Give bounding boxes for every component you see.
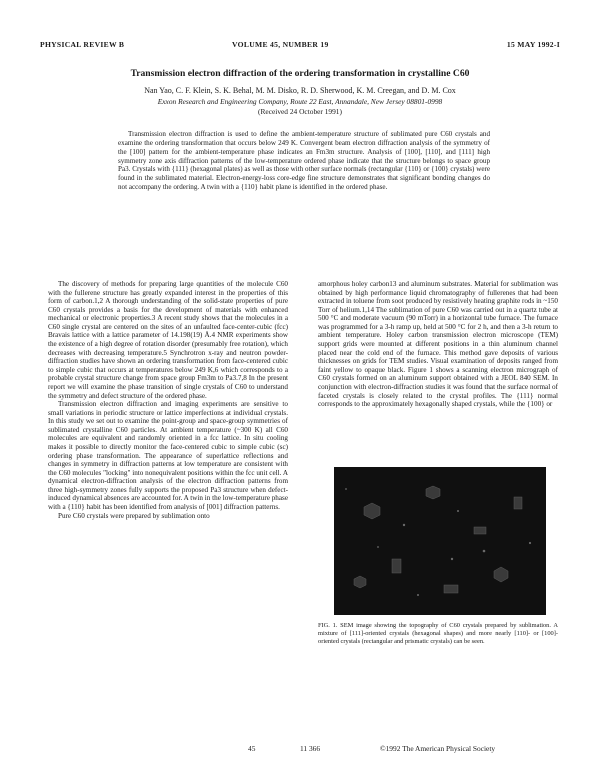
footer-page-number: 11 366 xyxy=(300,744,321,753)
sem-micrograph-figure xyxy=(334,467,546,615)
abstract: Transmission electron diffraction is used to define the ambient-temperature structure of sublimated pure C60 crystals and examine the ordering transformation that occurs below 249 K. Convergent beam electron diffraction analysis of the symmetry of the [100] pattern for the ambient-temperature phase indicates an Fm3m structure. Analysis of [100], [110], and [111] high symmetry zone axis diffraction patterns of the low-temperature ordered phase indicate that the structure belongs to space group Pa3. Crystals with {111} (hexagonal plates) as well as those with other surface normals (rectangular {110} or {100} crystals) were found in the sublimated material. Electron-energy-loss core-edge fine structure demonstrates that significant bonding changes do not accompany the ordering. A twin with a {110} habit plane is identified in the ordered phase. xyxy=(118,130,490,192)
affiliation: Exxon Research and Engineering Company, Route 22 East, Annandale, New Jersey 08801-0998 xyxy=(157,97,443,106)
footer-copyright: ©1992 The American Physical Society xyxy=(380,744,496,753)
body-paragraph: The discovery of methods for preparing large quantities of the molecule C60 with the fullerene structure has greatly expanded interest in the properties of this form of carbon.1,2 A thorough understanding of the solid-state properties of pure C60 crystals provides a basis for the development of materials with enhanced mechanical or electronic properties.3 A recent study shows that the molecules in a C60 single crystal are centered on the sites of an unfaulted face-center-cubic (fcc) Bravais lattice with a lattice parameter of 14.198(19) Å.4 NMR experiments show the existence of a high degree of rotation disorder (presumably free rotation), which decreases with decreasing temperature.5 Synchrotron x-ray and neutron powder-diffraction studies have shown an ordering transformation from face-centered cubic to simple cubic that occurs at temperatures below 249 K,6 which corresponds to a probable crystal structure change from space group Fm3m to Pa3.7,8 In the present report we will examine the phase transition of single crystals of C60 to understand the symmetry and defect structure of the ordered phase. xyxy=(48,280,288,400)
body-paragraph: Pure C60 crystals were prepared by sublimation onto xyxy=(58,511,210,520)
crystal-shape xyxy=(392,559,401,573)
issue-date: 15 MAY 1992-I xyxy=(506,40,560,49)
received-date: (Received 24 October 1991) xyxy=(258,107,342,116)
sem-image xyxy=(334,467,546,615)
paper-title: Transmission electron diffraction of the ordering transformation in crystalline C60 xyxy=(130,68,470,79)
journal-name: PHYSICAL REVIEW B xyxy=(40,40,125,49)
right-column xyxy=(318,280,558,409)
figure-caption: FIG. 1. SEM image showing the topography of C60 crystals prepared by sublimation. A mixture of [111]-oriented crystals (hexagonal shapes) and more nearly [110]- or [100]-oriented crystals (rectangular and prismatic crystals) can be seen. xyxy=(318,622,558,645)
footer-page-left: 45 xyxy=(248,744,256,753)
crystal-shape xyxy=(474,527,486,534)
body-paragraph: Transmission electron diffraction and imaging experiments are sensitive to small variations in periodic structure or lattice imperfections at individual crystals. In this study we set out to examine the point-group and space-group symmetries of sublimated crystalline C60 particles. At ambient temperature (~300 K) all C60 molecules are equivalent and randomly oriented in a fcc lattice. In situ cooling makes it possible to directly monitor the face-centered cubic to simple cubic (sc) ordering phase transformation. The appearance of superlattice reflections and changes in symmetry in diffraction patterns at low temperature are consistent with the C60 molecules "locking" into nonequivalent positions within the fcc unit cell. A dynamical electron-diffraction analysis of the electron diffraction patterns from three high-symmetry zones fully supports the proposed Pa3 structure when defect-induced dynamical absences are accounted for. A twin in the low-temperature phase with a {110} habit has been identified from analysis of [001] diffraction patterns. xyxy=(48,400,288,512)
volume-number: VOLUME 45, NUMBER 19 xyxy=(232,40,329,49)
crystal-shape xyxy=(426,486,440,499)
left-column xyxy=(48,280,288,520)
body-paragraph: amorphous holey carbon13 and aluminum substrates. Material for sublimation was obtained by high performance liquid chromatography of fullerenes that had been extracted in toluene from soot produced by resistively heating graphite rods in ~150 Torr of helium.1,14 The sublimation of pure C60 was carried out in a quartz tube at 500 °C and moderate vacuum (90 mTorr) in a horizontal tube furnace. The furnace was programmed for a 3-h ramp up, held at 500 °C for 2 h, and then a 3-h return to ambient temperature. Holey carbon transmission electron microscope (TEM) support grids were mounted at different positions in a thin aluminum channel placed near the cold end of the furnace. This method gave deposits of various thicknesses on grids for TEM studies. Visual examination of deposits ranged from faint yellow to opaque black. Figure 1 shows a scanning electron micrograph of C60 crystals formed on an aluminum support obtained with a JEOL 840 SEM. In conjunction with electron-diffraction studies it was found that the surface normal of faceted crystals is closely related to the crystal profiles. The {111} normal corresponds to the approximately hexagonally shaped crystals, while the {100} or xyxy=(318,280,558,409)
crystal-shape xyxy=(514,497,522,509)
crystal-shape xyxy=(444,585,458,593)
author-list: Nan Yao, C. F. Klein, S. K. Behal, M. M. Disko, R. D. Sherwood, K. M. Creegan, and D. M. Cox xyxy=(144,86,456,95)
